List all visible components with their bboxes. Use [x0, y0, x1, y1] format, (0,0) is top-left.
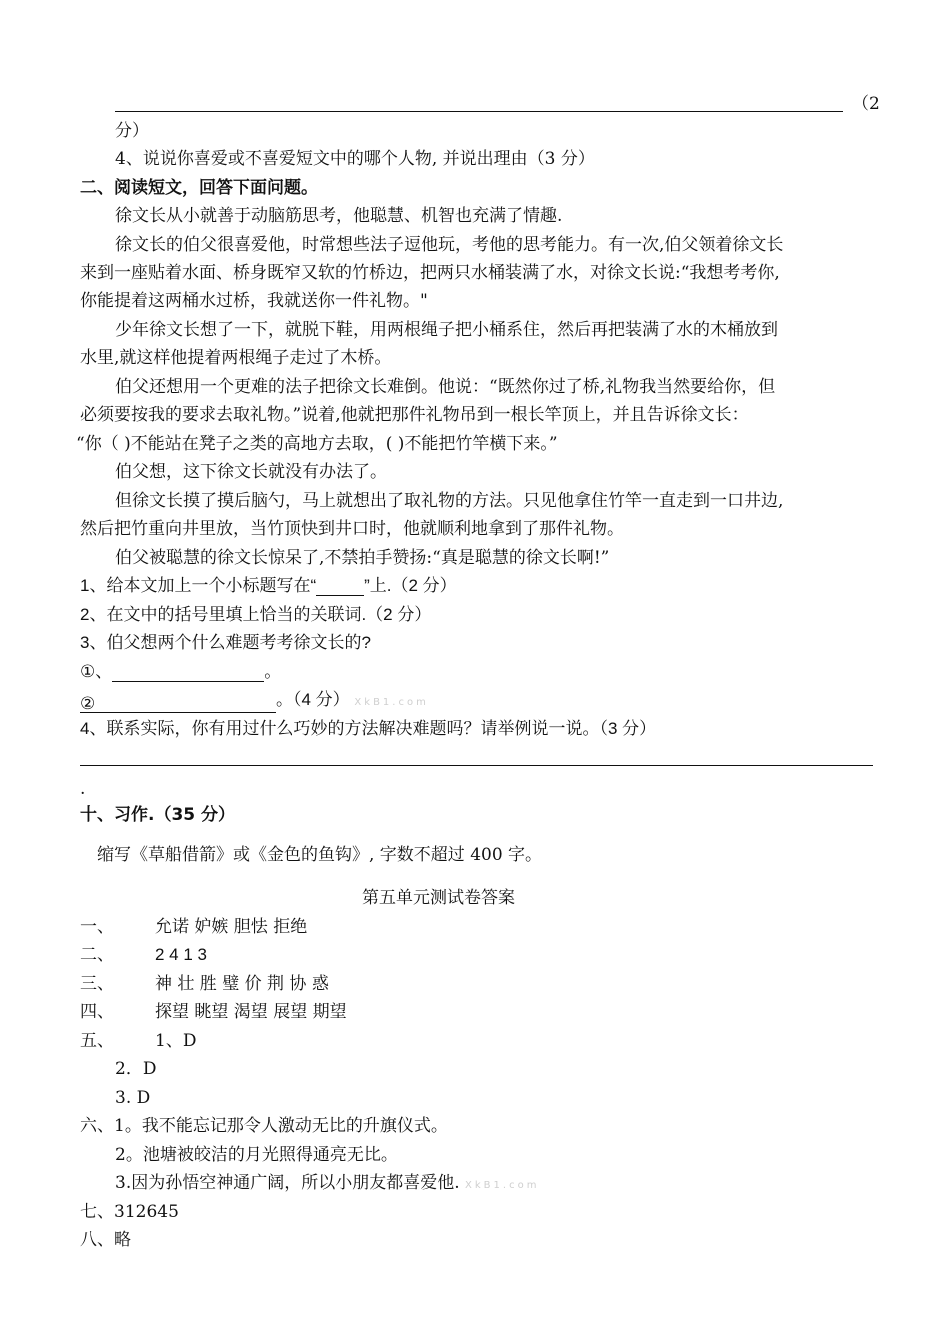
answer-6-item-2: 2。池塘被皎洁的月光照得通亮无比。: [115, 1145, 398, 1165]
passage-p6-line2: 然后把竹重向井里放，当竹顶快到井口时，他就顺利地拿到了那件礼物。: [80, 519, 624, 539]
answer-5-item-2: 2．D: [115, 1059, 157, 1079]
answer-line-q4[interactable]: [80, 765, 873, 766]
passage-p3-line1: 少年徐文长想了一下，就脱下鞋，用两根绳子把小桶系住，然后再把装满了水的木桶放到: [115, 320, 778, 340]
question-1-text-a: 1、给本文加上一个小标题写在“: [80, 576, 317, 595]
question-1-text-b: ”上.（2 分）: [364, 576, 457, 595]
answer-5-num: 五、: [80, 1031, 114, 1051]
answer-1-num: 一、: [80, 917, 114, 937]
option-1-marker: ①、: [80, 662, 113, 681]
answer-3-num: 三、: [80, 974, 114, 994]
question-3-option-1: [80, 662, 281, 682]
passage-p3-line2: 水里,就这样他提着两根绳子走过了木桥。: [80, 348, 392, 368]
option-1-blank[interactable]: [112, 663, 264, 682]
answer-5-text: 1、D: [155, 1031, 197, 1051]
trailing-dot: .: [80, 779, 86, 799]
score-close: 分）: [115, 121, 149, 141]
section-10-heading: 十、习作.（35 分）: [80, 805, 236, 825]
passage-p2-line3: 你能提着这两桶水过桥，我就送你一件礼物。": [80, 291, 428, 311]
question-3: 3、伯父想两个什么难题考考徐文长的?: [80, 633, 371, 652]
answer-7: 七、312645: [80, 1202, 179, 1222]
score-open: （2: [852, 94, 880, 114]
answers-title: 第五单元测试卷答案: [362, 888, 515, 908]
writing-prompt: 缩写《草船借箭》或《金色的鱼钩》, 字数不超过 400 字。: [97, 845, 543, 865]
answer-6-item-3-text: 3.因为孙悟空神通广阔，所以小朋友都喜爱他.: [115, 1173, 460, 1193]
passage-p2-line2: 来到一座贴着水面、桥身既窄又软的竹桥边，把两只水桶装满了水，对徐文长说:“我想考考你,: [80, 263, 780, 283]
answer-6-item-3: [115, 1173, 539, 1196]
passage-p6-line1: 但徐文长摸了摸后脑勺，马上就想出了取礼物的方法。只见他拿住竹竿一直走到一口井边,: [115, 491, 784, 511]
answer-2-text: 2 4 1 3: [155, 945, 207, 964]
answer-4-text: 探望 眺望 渴望 展望 期望: [155, 1002, 347, 1022]
watermark: XkB1.com: [354, 697, 429, 708]
option-1-end: 。: [264, 662, 282, 681]
passage-p4-line2: 必须要按我的要求去取礼物。”说着,他就把那件礼物吊到一根长竿顶上，并且告诉徐文长：: [80, 405, 749, 425]
answer-8: 八、略: [80, 1230, 131, 1250]
answer-4-num: 四、: [80, 1002, 114, 1022]
passage-p4-line3: “你（ )不能站在凳子之类的高地方去取，( )不能把竹竿横下来。”: [76, 434, 558, 454]
answer-5-item-3: 3. D: [115, 1088, 151, 1108]
title-blank[interactable]: [316, 577, 364, 596]
passage-p1: 徐文长从小就善于动脑筋思考，他聪慧、机智也充满了情趣.: [115, 206, 563, 226]
section-2-heading: 二、阅读短文，回答下面问题。: [80, 178, 318, 198]
option-2-marker: ②: [80, 694, 96, 713]
question-1: [80, 576, 457, 596]
question-3-option-2: [80, 690, 429, 713]
question-2: 2、在文中的括号里填上恰当的关联词.（2 分）: [80, 605, 432, 624]
passage-p7: 伯父被聪慧的徐文长惊呆了,不禁拍手赞扬:“真是聪慧的徐文长啊!”: [115, 548, 610, 568]
option-2-end: 。（4 分）: [276, 690, 350, 709]
answer-2-num: 二、: [80, 945, 114, 965]
passage-p2-line1: 徐文长的伯父很喜爱他，时常想些法子逗他玩，考他的思考能力。有一次,伯父领着徐文长: [115, 235, 784, 255]
passage-p5: 伯父想，这下徐文长就没有办法了。: [115, 462, 387, 482]
question-4-top: 4、说说你喜爱或不喜爱短文中的哪个人物, 并说出理由（3 分）: [115, 149, 595, 169]
answer-1-text: 允诺 妒嫉 胆怯 拒绝: [155, 917, 308, 937]
watermark: XkB1.com: [465, 1180, 540, 1191]
question-4: 4、联系实际，你有用过什么巧妙的方法解决难题吗？请举例说一说。（3 分）: [80, 719, 657, 738]
passage-p4-line1: 伯父还想用一个更难的法子把徐文长难倒。他说：“既然你过了桥,礼物我当然要给你，但: [115, 377, 776, 397]
answer-line-top: [115, 111, 843, 112]
answer-6-item-1: 六、1。我不能忘记那令人激动无比的升旗仪式。: [80, 1116, 448, 1136]
option-2-blank[interactable]: [80, 694, 276, 713]
answer-3-text: 神 壮 胜 璧 价 荆 协 惑: [155, 974, 329, 994]
